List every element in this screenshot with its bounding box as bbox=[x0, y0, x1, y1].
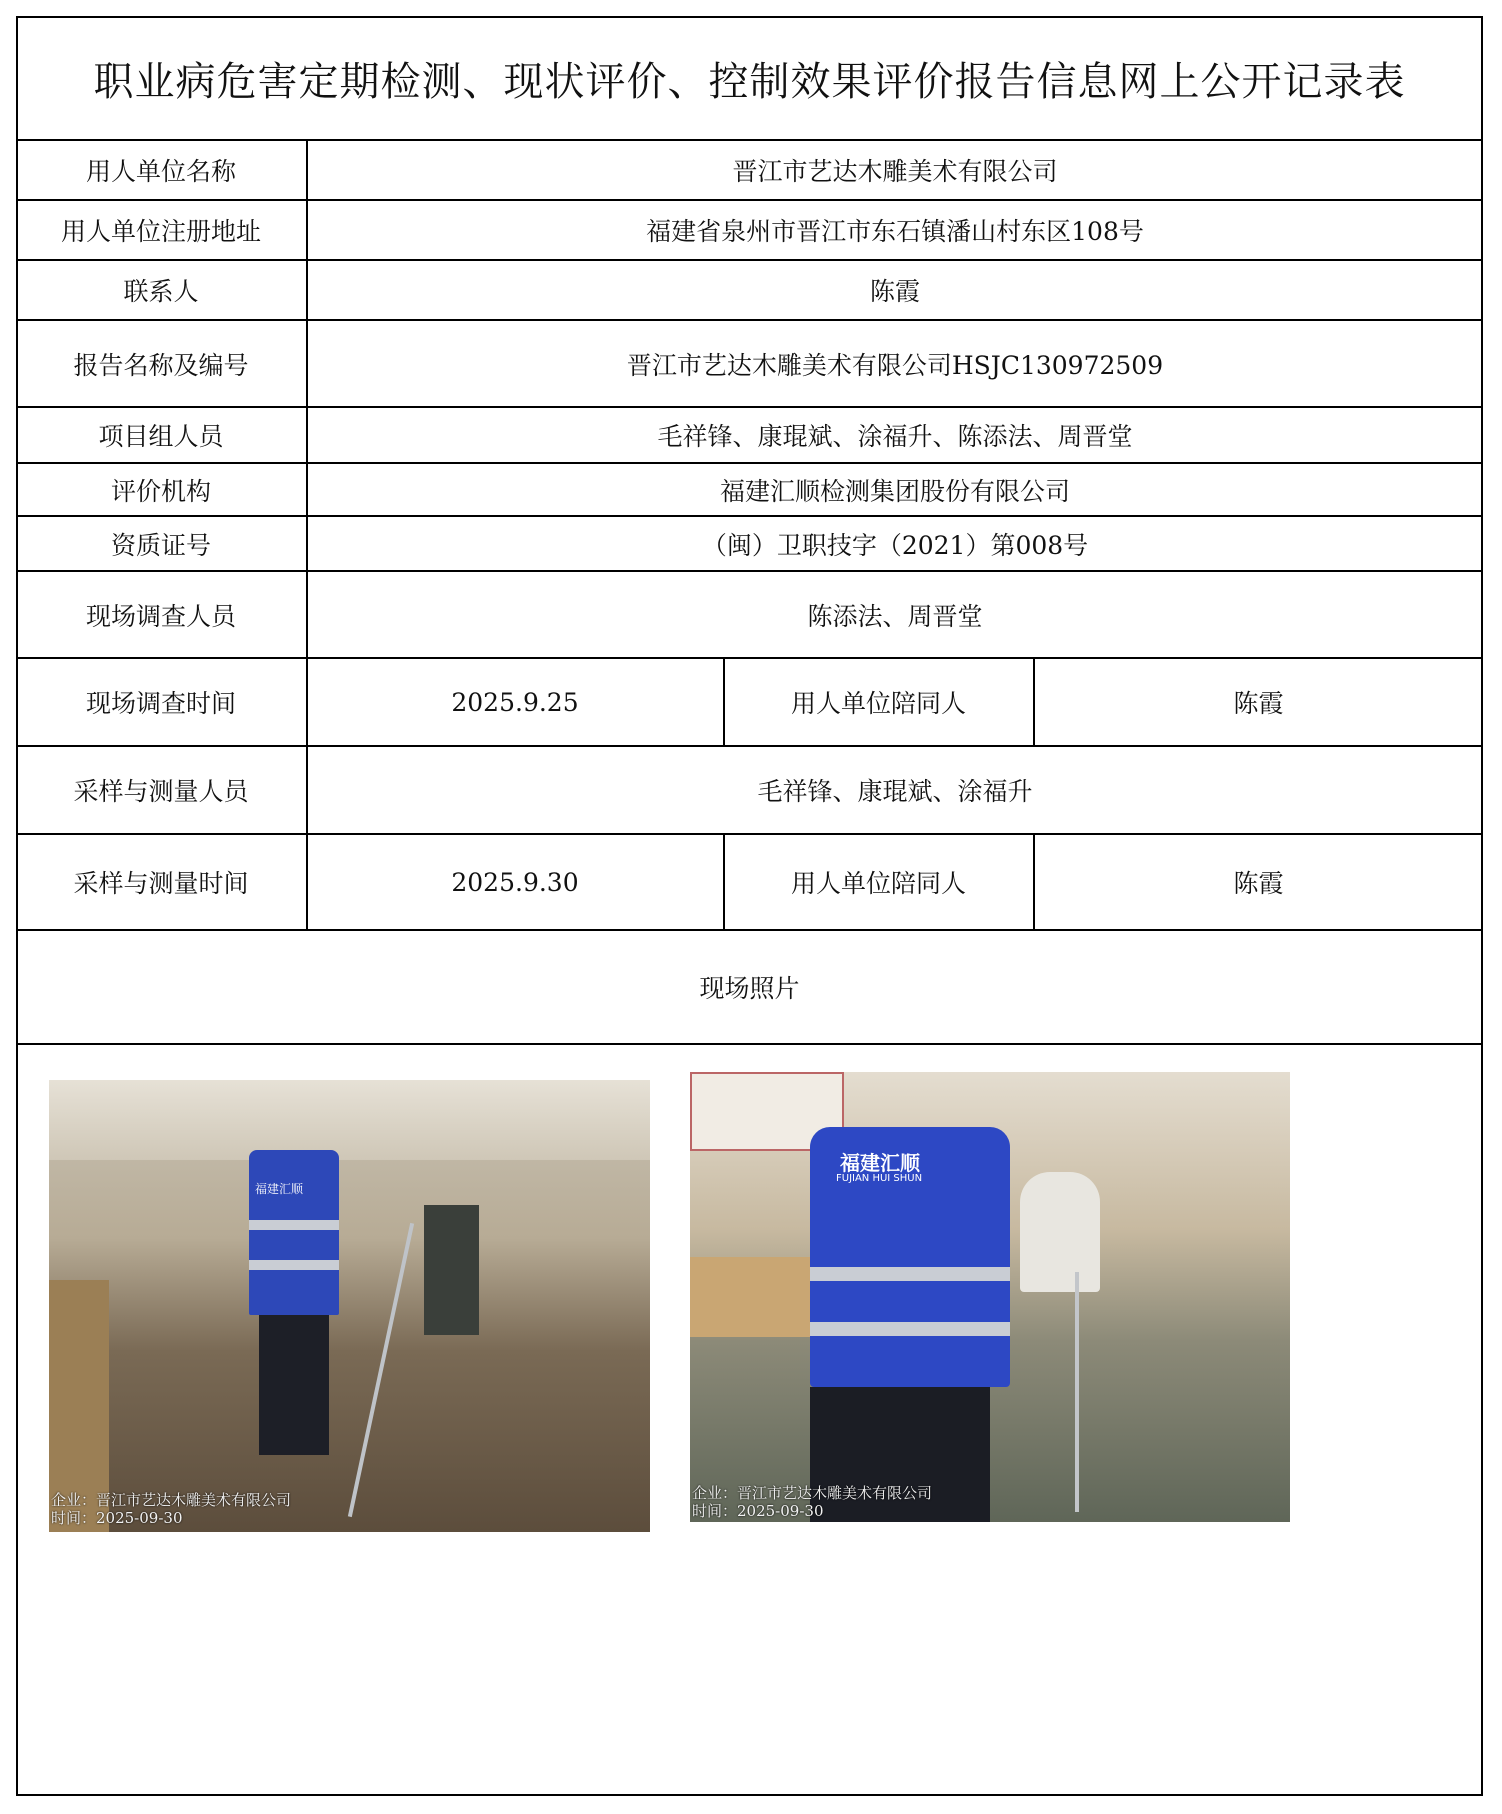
page-title: 职业病危害定期检测、现状评价、控制效果评价报告信息网上公开记录表 bbox=[93, 58, 1406, 105]
value-report: 晋江市艺达木雕美术有限公司HSJC130972509 bbox=[626, 350, 1164, 380]
label-sampling-staff: 采样与测量人员 bbox=[73, 777, 249, 806]
value-certificate: （闽）卫职技字（2021）第008号 bbox=[701, 530, 1089, 560]
value-contact: 陈霞 bbox=[869, 277, 920, 306]
value-agency: 福建汇顺检测集团股份有限公司 bbox=[719, 476, 1070, 506]
vest-logo-subtext: FUJIAN HUI SHUN bbox=[836, 1173, 923, 1184]
worker-vest bbox=[249, 1150, 339, 1315]
photo-caption-company: 企业：晋江市艺达木雕美术有限公司 bbox=[692, 1484, 933, 1502]
vest-logo-text: 福建汇顺 bbox=[840, 1151, 920, 1175]
value-sampling-companion: 陈霞 bbox=[1233, 869, 1284, 898]
site-photo-1 bbox=[49, 1080, 650, 1532]
value-survey-staff: 陈添法、周晋堂 bbox=[807, 601, 983, 631]
value-team: 毛祥锋、康琨斌、涂福升、陈添法、周晋堂 bbox=[657, 422, 1133, 451]
tripod bbox=[1075, 1272, 1079, 1512]
second-worker bbox=[424, 1205, 479, 1335]
worker-legs bbox=[259, 1315, 329, 1455]
value-employer-address: 福建省泉州市晋江市东石镇潘山村东区108号 bbox=[646, 217, 1144, 246]
label-survey-companion: 用人单位陪同人 bbox=[790, 689, 966, 718]
label-report: 报告名称及编号 bbox=[73, 350, 249, 380]
photo-caption-time: 时间：2025-09-30 bbox=[692, 1502, 824, 1520]
photo-caption-time: 时间：2025-09-30 bbox=[51, 1509, 183, 1527]
value-employer-name: 晋江市艺达木雕美术有限公司 bbox=[732, 157, 1058, 186]
value-survey-companion: 陈霞 bbox=[1233, 689, 1284, 718]
worker-vest bbox=[810, 1127, 1010, 1387]
label-contact: 联系人 bbox=[123, 277, 199, 306]
label-employer-address: 用人单位注册地址 bbox=[60, 217, 261, 246]
tripod bbox=[348, 1223, 414, 1517]
site-photo-2 bbox=[690, 1072, 1290, 1522]
value-survey-time: 2025.9.25 bbox=[451, 687, 579, 717]
label-team: 项目组人员 bbox=[98, 422, 224, 451]
label-survey-staff: 现场调查人员 bbox=[85, 601, 236, 631]
label-sampling-companion: 用人单位陪同人 bbox=[790, 869, 966, 898]
label-employer-name: 用人单位名称 bbox=[85, 157, 236, 186]
label-agency: 评价机构 bbox=[110, 476, 211, 506]
value-sampling-staff: 毛祥锋、康琨斌、涂福升 bbox=[757, 777, 1033, 806]
label-survey-time: 现场调查时间 bbox=[85, 689, 236, 718]
photos-header: 现场照片 bbox=[699, 974, 800, 1003]
ceiling bbox=[49, 1080, 650, 1160]
label-certificate: 资质证号 bbox=[110, 530, 211, 560]
photo-caption-company: 企业：晋江市艺达木雕美术有限公司 bbox=[51, 1491, 292, 1509]
vest-logo-text: 福建汇顺 bbox=[255, 1182, 304, 1196]
value-sampling-time: 2025.9.30 bbox=[451, 867, 579, 897]
second-worker bbox=[1020, 1172, 1100, 1292]
label-sampling-time: 采样与测量时间 bbox=[73, 869, 249, 898]
